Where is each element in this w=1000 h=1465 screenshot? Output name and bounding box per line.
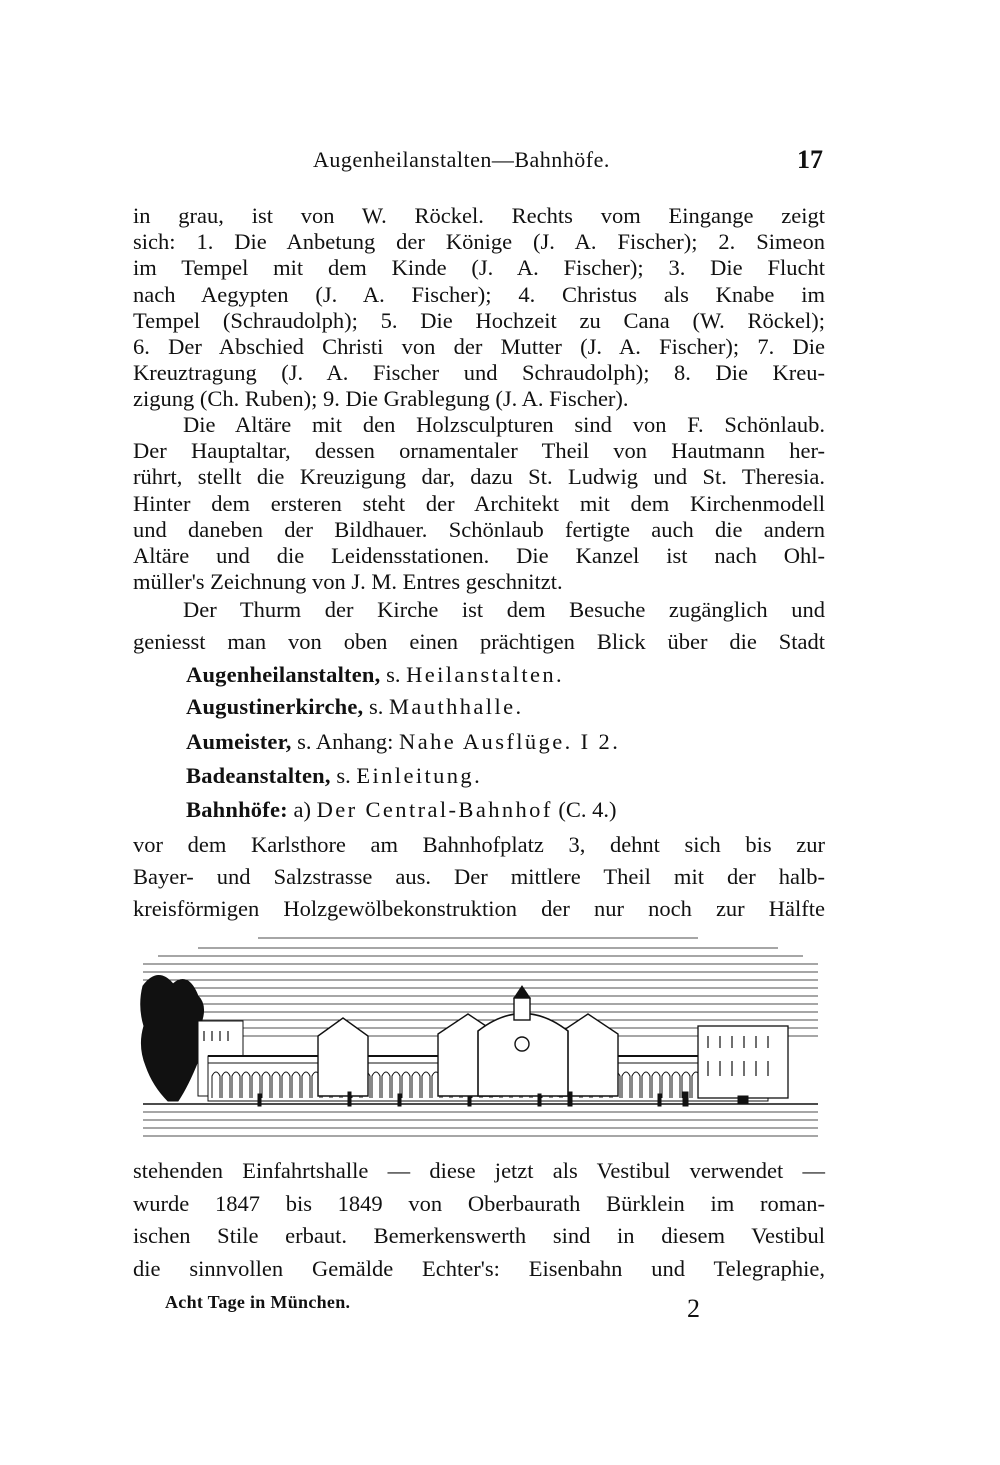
entry-reference: Einleitung. [356,763,483,788]
entry-prefix: s. [386,662,401,687]
text-line: Die Altäre mit den Holzsculpturen sind von F. Schönlaub. [183,412,825,437]
text-line: Altäre und die Leidensstationen. Die Kanzel ist nach Ohl- [133,542,825,568]
paragraph-church-paintings [133,203,825,413]
entry-reference: Der Central-Bahnhof [316,797,553,822]
paragraph-tower [133,594,825,658]
entry-prefix: a) [293,797,311,822]
entry-reference: Heilanstalten. [406,662,565,687]
text-line: vor dem Karlsthore am Bahnhofplatz 3, dehnt sich bis zur [133,832,825,857]
text-line: stehenden Einfahrtshalle — diese jetzt als Vestibul verwendet — [133,1158,825,1183]
paragraph-central-station [133,829,825,925]
running-title: Augenheilanstalten—Bahnhöfe. [313,147,610,172]
signature-title: Acht Tage in München. [165,1292,351,1312]
paragraph-vestibule [133,1155,825,1285]
text-line: Hinter dem ersteren steht der Architekt mit dem Kirchenmodell [133,490,825,516]
text-line: rührt, stellt die Kreuzigung dar, dazu St. Ludwig und St. Theresia. [133,464,825,490]
text-line: müller's Zeichnung von J. M. Entres geschnitzt. [133,569,563,595]
text-line: wurde 1847 bis 1849 von Oberbaurath Bürklein im roman- [133,1190,825,1216]
paragraph-altars [133,412,825,595]
entry-augustinerkirche [186,694,524,720]
ground-plaza [143,1104,818,1136]
central-station-engraving [138,926,823,1144]
entry-prefix: s. Anhang: [297,729,394,754]
text-line: kreisförmigen Holzgewölbekonstruktion der nur noch zur Hälfte [133,896,825,921]
entry-keyword: Aumeister, [186,729,292,754]
sky-hatching [143,938,818,1036]
text-line: Tempel (Schraudolph); 5. Die Hochzeit zu Cana (W. Röckel); [133,307,825,333]
entry-keyword: Augenheilanstalten, [186,662,381,687]
text-line: die sinnvollen Gemälde Echter's: Eisenbahn und Telegraphie, [133,1255,825,1281]
entry-aumeister [186,729,620,755]
entry-bahnhoefe [186,797,616,823]
entry-reference: Nahe Ausflüge. I 2. [399,729,621,754]
signature-footer [165,1290,725,1330]
entry-badeanstalten [186,763,482,789]
entry-augenheilanstalten [186,662,564,688]
text-line: ischen Stile erbaut. Bemerkenswerth sind in diesem Vestibul [133,1223,825,1248]
text-line: 6. Der Abschied Christi von der Mutter (J. A. Fischer); 7. Die [133,333,825,359]
entry-reference: Mauthhalle. [389,694,524,719]
entry-keyword: Augustinerkirche, [186,694,364,719]
entry-grid-reference: (C. 4.) [558,797,617,822]
text-line: Kreuztragung (J. A. Fischer und Schraudolph); 8. Die Kreu- [133,360,825,386]
text-line: sich: 1. Die Anbetung der Könige (J. A. Fischer); 2. Simeon [133,229,825,255]
running-header [133,145,825,181]
text-line: geniesst man von oben einen prächtigen Blick über die Stadt [133,629,825,654]
text-line: nach Aegypten (J. A. Fischer); 4. Christus als Knabe im [133,281,825,307]
text-line: Bayer- und Salzstrasse aus. Der mittlere Theil mit der halb- [133,864,825,889]
text-line: im Tempel mit dem Kinde (J. A. Fischer); 3. Die Flucht [133,255,825,281]
entry-keyword: Badeanstalten, [186,763,331,788]
page-number: 17 [797,145,823,174]
entry-prefix: s. [369,694,384,719]
text-line: Der Thurm der Kirche ist dem Besuche zugänglich und [183,597,825,622]
entry-prefix: s. [336,763,351,788]
signature-mark: 2 [687,1294,700,1323]
text-line: Der Hauptaltar, dessen ornamentaler Theil von Hautmann her- [133,438,825,464]
text-line: und daneben der Bildhauer. Schönlaub fertigte auch die andern [133,516,825,542]
entry-keyword: Bahnhöfe: [186,797,288,822]
trees-left [141,975,206,1101]
text-line: in grau, ist von W. Röckel. Rechts vom Eingange zeigt [133,203,825,228]
text-line: zigung (Ch. Ruben); 9. Die Grablegung (J. A. Fischer). [133,386,629,412]
